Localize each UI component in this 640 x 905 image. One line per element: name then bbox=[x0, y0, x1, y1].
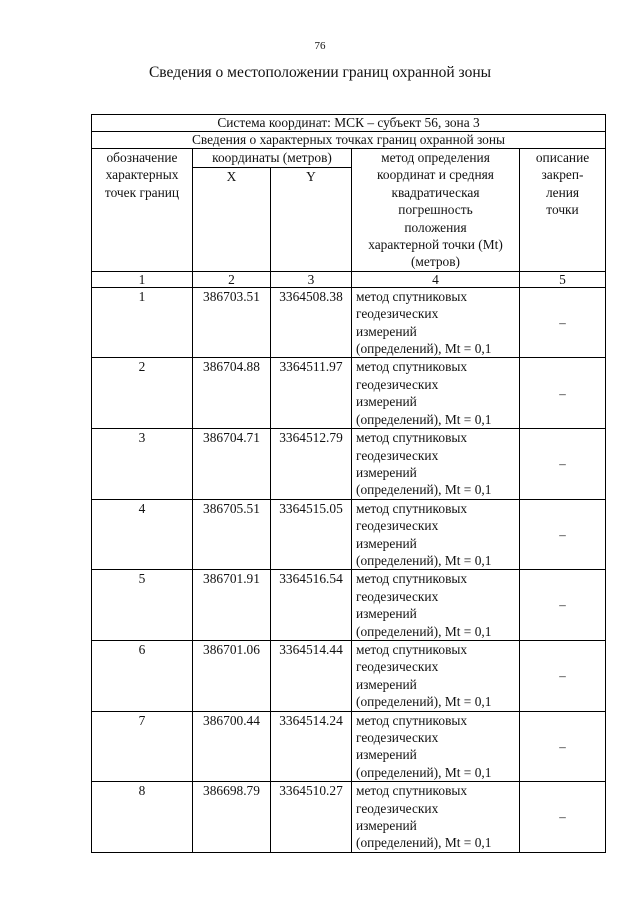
y-coordinate-cell: 3364508.38 bbox=[271, 287, 352, 358]
description-cell: – bbox=[520, 570, 606, 641]
method-line: геодезических bbox=[356, 659, 439, 675]
method-line: (определений), Mt = 0,1 bbox=[356, 764, 492, 780]
method-line: метод спутниковых bbox=[356, 712, 468, 728]
description-cell: – bbox=[520, 358, 606, 429]
method-line: (определений), Mt = 0,1 bbox=[356, 482, 492, 498]
description-cell: – bbox=[520, 711, 606, 782]
x-coordinate-cell: 386703.51 bbox=[193, 287, 271, 358]
method-line: (определений), Mt = 0,1 bbox=[356, 552, 492, 568]
table-row bbox=[92, 640, 606, 711]
column-number-5: 5 bbox=[520, 271, 606, 287]
method-line: измерений bbox=[356, 676, 417, 692]
method-line: измерений bbox=[356, 606, 417, 622]
column-number-2: 2 bbox=[193, 271, 271, 287]
method-cell bbox=[352, 782, 520, 853]
header-method-line-5: положения bbox=[404, 219, 467, 235]
header-method-line-4: погрешность bbox=[398, 202, 473, 218]
method-line: (определений), Mt = 0,1 bbox=[356, 694, 492, 710]
x-coordinate-cell: 386701.91 bbox=[193, 570, 271, 641]
method-line: геодезических bbox=[356, 306, 439, 322]
header-x: X bbox=[193, 167, 271, 271]
header-description-line-2: закреп- bbox=[541, 167, 584, 183]
method-line: измерений bbox=[356, 535, 417, 551]
table-row bbox=[92, 358, 606, 429]
table-row bbox=[92, 287, 606, 358]
method-line: метод спутниковых bbox=[356, 641, 468, 657]
method-cell bbox=[352, 640, 520, 711]
method-line: (определений), Mt = 0,1 bbox=[356, 341, 492, 357]
column-numbers-row bbox=[92, 271, 606, 287]
method-line: геодезических bbox=[356, 447, 439, 463]
header-method-line-2: координат и средняя bbox=[377, 167, 494, 183]
method-line: метод спутниковых bbox=[356, 571, 468, 587]
header-coordinates: координаты (метров) bbox=[193, 149, 352, 168]
x-coordinate-cell: 386701.06 bbox=[193, 640, 271, 711]
method-cell bbox=[352, 429, 520, 500]
method-line: геодезических bbox=[356, 730, 439, 745]
method-cell bbox=[352, 287, 520, 358]
point-number-cell: 7 bbox=[92, 711, 193, 782]
header-point-line-3: точек границ bbox=[104, 184, 180, 200]
method-line: метод спутниковых bbox=[356, 783, 468, 799]
method-line: геодезических bbox=[356, 800, 439, 816]
header-description-line-4: точки bbox=[546, 202, 579, 218]
y-coordinate-cell: 3364510.27 bbox=[271, 782, 352, 853]
method-line: геодезических bbox=[356, 376, 439, 392]
table-row bbox=[92, 429, 606, 500]
point-number-cell: 8 bbox=[92, 782, 193, 853]
x-coordinate-cell: 386698.79 bbox=[193, 782, 271, 853]
method-line: метод спутниковых bbox=[356, 430, 468, 446]
coordinate-system-row bbox=[92, 115, 606, 132]
boundary-points-table bbox=[91, 114, 606, 853]
table-row bbox=[92, 499, 606, 570]
point-number-cell: 1 bbox=[92, 287, 193, 358]
x-coordinate-cell: 386704.71 bbox=[193, 429, 271, 500]
method-line: измерений bbox=[356, 747, 417, 763]
y-coordinate-cell: 3364515.05 bbox=[271, 499, 352, 570]
method-cell bbox=[352, 570, 520, 641]
method-line: измерений bbox=[356, 323, 417, 339]
method-line: метод спутниковых bbox=[356, 288, 468, 304]
column-number-3: 3 bbox=[271, 271, 352, 287]
header-row-1 bbox=[92, 149, 606, 168]
description-cell: – bbox=[520, 640, 606, 711]
method-cell bbox=[352, 358, 520, 429]
coordinate-system-cell: Система координат: МСК – субъект 56, зона 3 bbox=[92, 115, 606, 132]
table-subtitle-row bbox=[92, 132, 606, 149]
method-line: метод спутниковых bbox=[356, 500, 468, 516]
table-row bbox=[92, 570, 606, 641]
description-cell: – bbox=[520, 287, 606, 358]
method-line: измерений bbox=[356, 464, 417, 480]
x-coordinate-cell: 386700.44 bbox=[193, 711, 271, 782]
column-number-1: 1 bbox=[92, 271, 193, 287]
method-line: измерений bbox=[356, 394, 417, 410]
header-point-line-1: обозначение bbox=[106, 150, 178, 165]
method-line: (определений), Mt = 0,1 bbox=[356, 835, 492, 851]
method-cell bbox=[352, 711, 520, 782]
table-row bbox=[92, 711, 606, 782]
method-line: (определений), Mt = 0,1 bbox=[356, 411, 492, 427]
method-cell bbox=[352, 499, 520, 570]
y-coordinate-cell: 3364516.54 bbox=[271, 570, 352, 641]
x-coordinate-cell: 386705.51 bbox=[193, 499, 271, 570]
description-cell: – bbox=[520, 429, 606, 500]
header-description-line-3: ления bbox=[545, 184, 580, 200]
y-coordinate-cell: 3364514.24 bbox=[271, 711, 352, 782]
header-point-line-2: характерных bbox=[105, 167, 179, 183]
y-coordinate-cell: 3364514.44 bbox=[271, 640, 352, 711]
column-number-4: 4 bbox=[352, 271, 520, 287]
point-number-cell: 4 bbox=[92, 499, 193, 570]
method-line: геодезических bbox=[356, 518, 439, 534]
method-line: (определений), Mt = 0,1 bbox=[356, 623, 492, 639]
header-method-line-1: метод определения bbox=[381, 150, 490, 165]
point-number-cell: 2 bbox=[92, 358, 193, 429]
header-point-designation bbox=[92, 149, 193, 272]
header-description bbox=[520, 149, 606, 272]
page-number: 76 bbox=[314, 40, 326, 52]
table-row bbox=[92, 782, 606, 853]
method-line: измерений bbox=[356, 818, 417, 834]
point-number-cell: 5 bbox=[92, 570, 193, 641]
table-subtitle-cell: Сведения о характерных точках границ охранной зоны bbox=[92, 132, 606, 149]
header-y: Y bbox=[271, 167, 352, 271]
header-method-line-7: (метров) bbox=[410, 254, 461, 270]
y-coordinate-cell: 3364512.79 bbox=[271, 429, 352, 500]
header-description-line-1: описание bbox=[535, 150, 590, 165]
method-line: метод спутниковых bbox=[356, 359, 468, 375]
header-method-line-6: характерной точки (Mt) bbox=[368, 237, 503, 253]
document-title: Сведения о местоположении границ охранной зоны bbox=[148, 64, 492, 81]
x-coordinate-cell: 386704.88 bbox=[193, 358, 271, 429]
description-cell: – bbox=[520, 499, 606, 570]
header-method bbox=[352, 149, 520, 272]
method-line: геодезических bbox=[356, 588, 439, 604]
description-cell: – bbox=[520, 782, 606, 853]
y-coordinate-cell: 3364511.97 bbox=[271, 358, 352, 429]
point-number-cell: 3 bbox=[92, 429, 193, 500]
point-number-cell: 6 bbox=[92, 640, 193, 711]
header-method-line-3: квадратическая bbox=[391, 184, 480, 200]
